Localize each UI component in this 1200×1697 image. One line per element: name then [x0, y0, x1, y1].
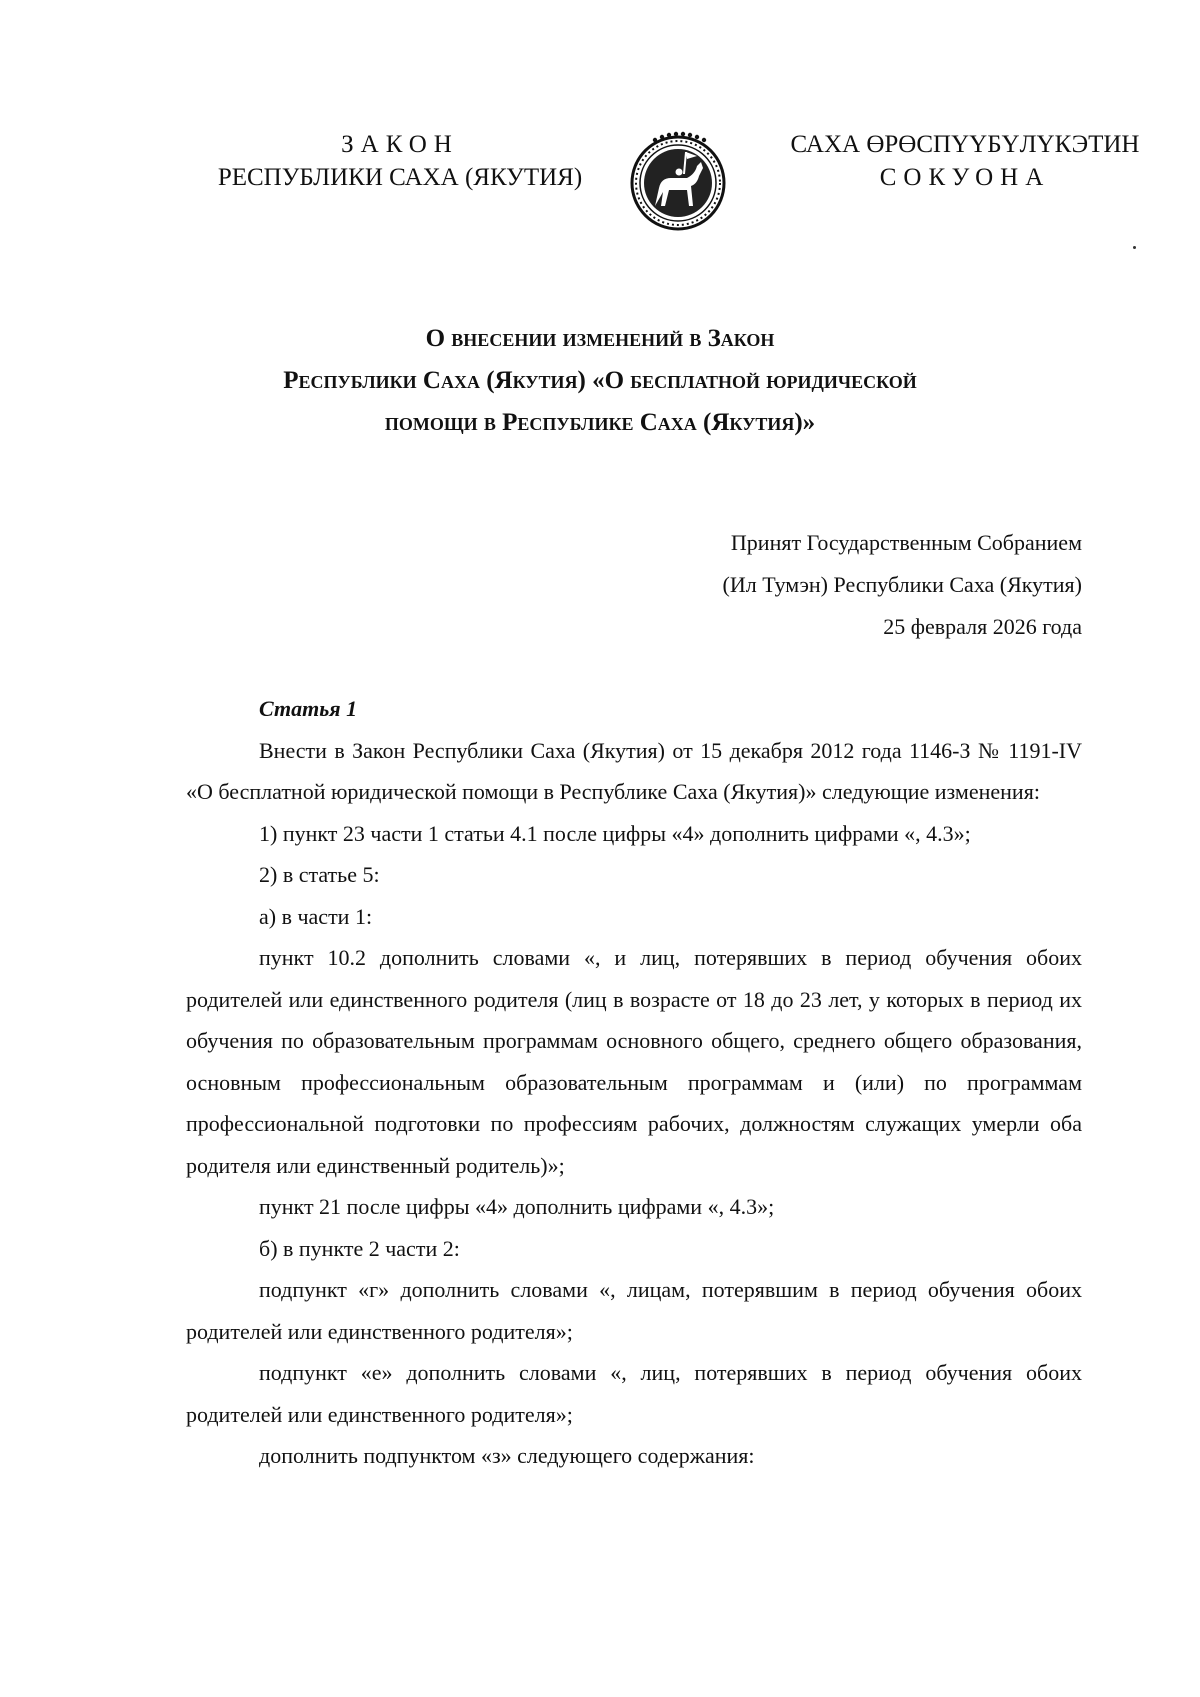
paragraph: а) в части 1: — [259, 903, 373, 929]
law-title-line3: помощи в Республике Саха (Якутия)» — [384, 409, 816, 436]
coat-of-arms-emblem-icon — [625, 128, 731, 234]
law-header — [0, 128, 1200, 238]
paragraph: пункт 21 после цифры «4» дополнить цифрами «, 4.3»; — [259, 1194, 775, 1219]
adoption-line2: (Ил Тумэн) Республики Саха (Якутия) — [722, 572, 1082, 597]
paragraph: пункт 10.2 дополнить словами «, и лиц, потерявших в период обучения обоих родителей или единственного родителя (лиц в возрасте от 18 до 23 лет, у которых в период их обучения по образовательным программам основного общего, среднего общего образования, основным профессиональным образовательным программам и (или) по программам профессиональной подготовки по профессиям рабочих, должностям служащих умерли оба родителя или единственный родитель)»; — [186, 945, 1082, 1178]
paragraph: Внести в Закон Республики Саха (Якутия) от 15 декабря 2012 года 1146-З № 1191-IV «О бесплатной юридической помощи в Республике Саха (Якутия)» следующие изменения: — [186, 737, 1082, 804]
paragraph: подпункт «е» дополнить словами «, лиц, потерявших в период обучения обоих родителей или единственного родителя»; — [186, 1360, 1082, 1427]
paragraph: 1) пункт 23 части 1 статьи 4.1 после цифры «4» дополнить цифрами «, 4.3»; — [259, 820, 971, 846]
header-right — [770, 128, 1160, 194]
adoption-note — [482, 522, 1082, 648]
paragraph: 2) в статье 5: — [259, 862, 380, 887]
header-left — [210, 128, 590, 194]
law-title — [160, 318, 1040, 444]
law-title-line1: О внесении изменений в Закон — [425, 325, 775, 352]
article-title: Статья 1 — [259, 696, 358, 721]
paragraph: дополнить подпунктом «з» следующего содержания: — [259, 1443, 755, 1468]
scan-speck — [1133, 246, 1136, 249]
header-left-line1: ЗАКОН — [341, 131, 459, 158]
law-title-line2: Республики Саха (Якутия) «О бесплатной юридической — [283, 367, 917, 394]
adoption-line1: Принят Государственным Собранием — [730, 530, 1082, 555]
header-left-line2: РЕСПУБЛИКИ САХА (ЯКУТИЯ) — [217, 164, 583, 191]
header-right-line2: СОКУОНА — [879, 164, 1051, 191]
header-right-line1: САХА ӨРӨСПҮҮБҮЛҮКЭТИН — [790, 131, 1140, 158]
paragraph: б) в пункте 2 части 2: — [259, 1235, 460, 1261]
adoption-date: 25 февраля 2026 года — [883, 614, 1082, 639]
paragraph: подпункт «г» дополнить словами «, лицам, потерявшим в период обучения обоих родителей или единственного родителя»; — [186, 1277, 1082, 1344]
article-body — [186, 688, 1082, 1477]
